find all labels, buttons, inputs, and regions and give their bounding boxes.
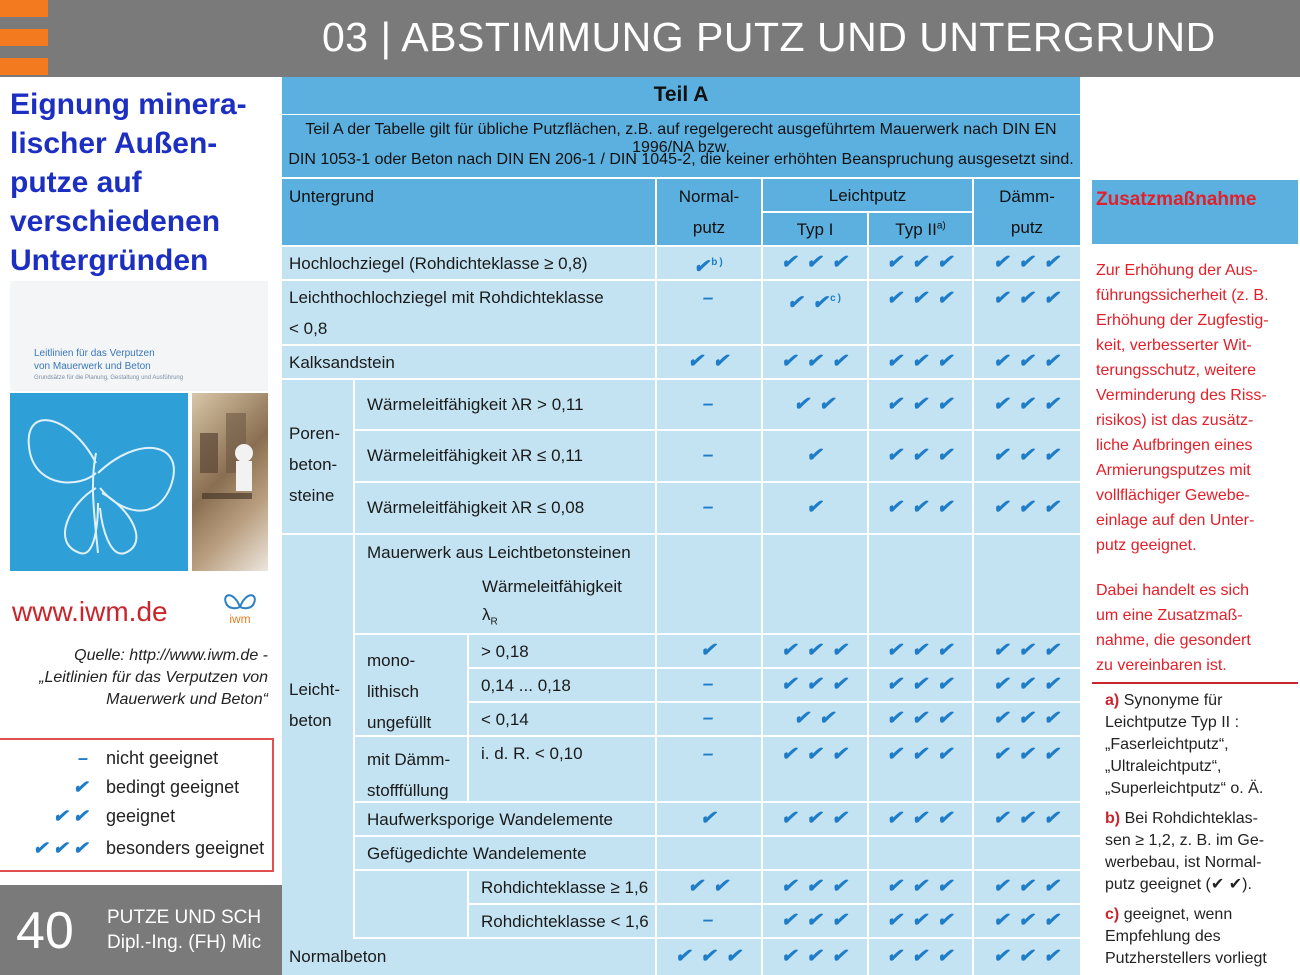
table-row-label [355, 431, 655, 481]
table-cell [763, 281, 867, 344]
footnote-line: „Faserleichtputz“, [1105, 736, 1229, 753]
table-row-label [469, 703, 655, 735]
table-cell-empty [763, 535, 867, 633]
footnote-line: Leichtputze Typ II : [1105, 714, 1240, 731]
header-untergrund-label: Untergrund [289, 187, 375, 206]
row-label-text: < 0,14 [481, 710, 529, 729]
brochure-cover-image [10, 281, 268, 641]
table-cell-empty [763, 837, 867, 869]
left-title-line: Eignung minera- [10, 88, 247, 121]
row-label-text: < 0,8 [289, 319, 328, 338]
table-cell: – [657, 737, 761, 801]
header-normal-line: Normal- [678, 187, 740, 206]
subgroup-label-line: mit Dämm- [367, 750, 451, 769]
side-text-line: vollflächiger Gewebe- [1096, 487, 1250, 504]
footnote-line: putz geeignet (✔ ✔). [1105, 876, 1252, 893]
table-cell: ✔ ✔ ✔ [657, 939, 761, 975]
svg-text:iwm: iwm [229, 612, 251, 626]
footnote-marker: c) [830, 293, 844, 304]
table-cell: ✔ ✔ ✔ [869, 431, 972, 481]
legend-text: nicht geeignet [106, 748, 219, 768]
footnote-line: sen ≥ 1,2, z. B. im Ge- [1105, 832, 1265, 849]
legend-box [0, 738, 274, 872]
footer-line-2: Dipl.-Ing. (FH) Mic [107, 932, 262, 953]
group-label-line: beton [289, 711, 332, 730]
table-cell: ✔ ✔ ✔ [974, 281, 1080, 344]
footnote-key: b) [1105, 810, 1121, 827]
table-cell: ✔ ✔ ✔ [869, 346, 972, 378]
table-cell: ✔ ✔ ✔ [763, 803, 867, 835]
subgroup-label [367, 645, 431, 738]
left-title-line: verschiedenen [10, 205, 221, 238]
table-cell: ✔ ✔ ✔ [869, 905, 972, 937]
footnote-line: „Superleichtputz“ o. Ä. [1105, 780, 1264, 797]
table-cell-empty [869, 837, 972, 869]
table-row-label [355, 803, 655, 835]
table-cell: ✔ ✔ ✔ [974, 939, 1080, 975]
table-cell: ✔ ✔ [657, 346, 761, 378]
table-cell: ✔ ✔ ✔ [763, 247, 867, 279]
table-cell: ✔ ✔ ✔ [763, 905, 867, 937]
suitability-table [282, 77, 1080, 975]
cover-title-line: von Mauerwerk und Beton [34, 361, 151, 372]
zusatzmassnahme-panel [1092, 180, 1298, 975]
table-row-label [282, 939, 655, 975]
source-line: Quelle: http://www.iwm.de - [74, 647, 268, 664]
table-cell: ✔ ✔ ✔ [869, 939, 972, 975]
cover-url: www.iwm.de [12, 596, 168, 627]
footnotes [1105, 690, 1295, 970]
footnote-line: werbebau, ist Normal- [1105, 854, 1262, 871]
legend-symbol: – [77, 748, 88, 768]
row-label-text: > 0,18 [481, 642, 529, 661]
footnote-key: c) [1105, 906, 1120, 923]
table-row-label [282, 346, 655, 378]
header-typ2 [869, 213, 972, 245]
footnote-line: Putzherstellers vorliegt [1105, 950, 1267, 967]
side-text-line: führungssicherheit (z. B. [1096, 287, 1269, 304]
row-label-text: Wärmeleitfähigkeit λR > 0,11 [367, 395, 584, 414]
legend-symbol: ✔ ✔ ✔ [32, 838, 88, 858]
table-row-label [355, 380, 655, 429]
row-label-text: Kalksandstein [289, 353, 395, 372]
table-cell: ✔ ✔ ✔ [763, 871, 867, 903]
slide-footer [0, 885, 282, 975]
table-cell: ✔ ✔ ✔ [974, 703, 1080, 735]
table-cell: – [657, 905, 761, 937]
table-cell: ✔ ✔ ✔ [869, 483, 972, 533]
footnote-line: Bei Rohdichteklas- [1124, 810, 1258, 827]
subgroup-label: Wärmeleitfähigkeit [482, 577, 622, 596]
subgroup-label: Gefügedichte Wandelemente [367, 844, 587, 863]
legend-symbol: ✔ ✔ [52, 806, 88, 826]
footnote-line: geeignet, wenn [1123, 906, 1233, 923]
iwm-logo [216, 583, 264, 631]
side-text-line: um eine Zusatzmaß- [1096, 607, 1243, 624]
cover-title [34, 347, 155, 373]
legend-symbol: ✔ [72, 777, 88, 797]
table-cell: ✔ ✔ ✔ [869, 635, 972, 667]
table-cell: – [657, 281, 761, 344]
table-row-label [355, 483, 655, 533]
subgroup-daemmstofffuellung [355, 737, 467, 801]
side-text-line: zu vereinbaren ist. [1096, 657, 1227, 674]
header-daemmputz [974, 179, 1080, 245]
teil-a-title: Teil A [653, 83, 709, 106]
table-cell: ✔ ✔ ✔ [763, 939, 867, 975]
page-number: 40 [16, 902, 74, 960]
header-typ1-label: Typ I [796, 220, 834, 239]
table-cell: – [657, 703, 761, 735]
table-cell: ✔ ✔ ✔ [974, 905, 1080, 937]
side-divider [1092, 682, 1298, 684]
row-label-text: Wärmeleitfähigkeit λR ≤ 0,08 [367, 498, 585, 517]
table-cell: ✔ ✔ ✔ [763, 669, 867, 701]
group-label-line: Leicht- [289, 680, 341, 699]
table-cell: ✔ ✔ [763, 380, 867, 429]
row-label-text: Normalbeton [289, 947, 387, 966]
subgroup-label: Mauerwerk aus Leichtbetonsteinen [367, 543, 631, 562]
footnote-marker: b) [711, 257, 725, 268]
source-line: Mauerwerk und Beton“ [106, 691, 268, 708]
legend-text: besonders geeignet [106, 838, 265, 858]
table-row-label [469, 669, 655, 701]
legend-item [0, 806, 272, 834]
left-title [10, 85, 280, 280]
footnote-line: „Ultraleichtputz“, [1105, 758, 1222, 775]
subgroup-label-line: stofffüllung [367, 781, 449, 800]
subgroup-gefuegedicht [355, 837, 655, 869]
side-text-line: terungsschutz, weitere [1096, 362, 1257, 379]
table-cell: ✔ ✔ [763, 703, 867, 735]
side-text-line: putz geeignet. [1096, 537, 1197, 554]
footnote-line: Empfehlung des [1105, 928, 1221, 945]
table-cell: ✔ ✔ ✔ [869, 703, 972, 735]
legend-text: bedingt geeignet [106, 777, 240, 797]
row-label-text: i. d. R. < 0,10 [481, 744, 583, 763]
cover-subtitle: Grundsätze für die Planung, Gestaltung und Ausführung [34, 375, 184, 381]
iwm-logo-icon [216, 583, 264, 631]
table-cell: ✔ ✔ ✔ [974, 346, 1080, 378]
table-cell: ✔ ✔ ✔ [974, 483, 1080, 533]
table-row-label [469, 635, 655, 667]
lambda-subscript: R [490, 616, 498, 628]
row-label-text: Rohdichteklasse ≥ 1,6 [481, 878, 649, 897]
side-text-line: Zur Erhöhung der Aus- [1096, 262, 1258, 279]
header-daemm-line: Dämm- [999, 187, 1055, 206]
footnote-line: Synonyme für [1123, 692, 1223, 709]
table-cell: ✔ ✔ ✔ [974, 380, 1080, 429]
subgroup-label [367, 744, 450, 806]
table-cell-empty [869, 535, 972, 633]
table-cell: – [657, 483, 761, 533]
table-row-label [469, 737, 655, 801]
group-porenbeton [282, 380, 353, 533]
table-cell: – [657, 669, 761, 701]
row-label-text: Haufwerksporige Wandelemente [367, 810, 613, 829]
subgroup-label-line: ungefüllt [367, 713, 432, 732]
accent-stripe [0, 0, 48, 17]
header-daemm-line: putz [1010, 218, 1044, 237]
table-cell: ✔ ✔ ✔ [974, 737, 1080, 801]
group-label-line: Poren- [289, 424, 341, 443]
side-text-line: einlage auf den Unter- [1096, 512, 1255, 529]
left-title-line: Untergründen [10, 244, 209, 277]
side-text-line: Dabei handelt es sich [1096, 582, 1249, 599]
table-cell: – [657, 431, 761, 481]
row-label-text: Hochlochziegel (Rohdichteklasse ≥ 0,8) [289, 254, 588, 273]
table-cell-empty [657, 535, 761, 633]
table-cell: ✔ [657, 635, 761, 667]
side-text-spacer [1096, 558, 1294, 578]
side-text-line: Erhöhung der Zugfestig- [1096, 312, 1269, 329]
header-typ1 [763, 213, 867, 245]
teil-desc-line: Teil A der Tabelle gilt für übliche Putzflächen, z.B. auf regelgerecht ausgeführtem Mauerwerk nach DIN EN 1996/NA bzw. [305, 121, 1057, 156]
source-line: „Leitlinien für das Verputzen von [39, 669, 268, 686]
table-cell-empty [657, 837, 761, 869]
table-cell: ✔ ✔ ✔ [869, 281, 972, 344]
teil-a-heading [282, 77, 1080, 114]
table-cell: ✔ ✔ ✔ [869, 247, 972, 279]
group-label [289, 418, 340, 511]
check-mark-icon: ✔ [693, 256, 712, 278]
side-text-line: risikos) ist das zusätz- [1096, 412, 1254, 429]
check-mark-icon: ✔ ✔ [786, 292, 831, 314]
table-row-label [282, 247, 655, 279]
subgroup-spacer [355, 871, 467, 937]
table-row-label [282, 281, 655, 344]
left-title-line: lischer Außen- [10, 127, 218, 160]
group-leichtbeton [282, 535, 353, 975]
group-label-line: beton- [289, 455, 338, 474]
table-cell-empty [974, 535, 1080, 633]
subgroup-mauerwerk [355, 535, 655, 633]
header-untergrund [282, 179, 655, 245]
group-label [289, 674, 340, 736]
legend-item [0, 748, 272, 776]
row-label-text: 0,14 ... 0,18 [481, 676, 571, 695]
legend-item [0, 838, 272, 866]
zusatzmassnahme-title: Zusatzmaßnahme [1096, 189, 1257, 210]
cover-butterfly-graphic [10, 393, 188, 571]
table-cell: ✔ ✔ ✔ [869, 380, 972, 429]
side-text-line: Armierungsputzes mit [1096, 462, 1251, 479]
slide-header [0, 0, 1300, 77]
footnote-a [1105, 690, 1295, 800]
footnote-key: a) [1105, 692, 1120, 709]
cover-photo [192, 393, 268, 571]
cover-title-line: Leitlinien für das Verputzen [34, 348, 155, 359]
subgroup-label-line: mono- [367, 651, 416, 670]
table-row-label [469, 871, 655, 903]
footnote-marker: a) [936, 220, 946, 232]
accent-stripe [0, 58, 48, 75]
table-cell: ✔ ✔ ✔ [869, 737, 972, 801]
side-text-line: nahme, die gesondert [1096, 632, 1251, 649]
table-cell: ✔ ✔ ✔ [974, 803, 1080, 835]
zusatzmassnahme-header [1092, 180, 1298, 244]
zusatzmassnahme-text [1096, 258, 1294, 678]
table-row-label [469, 905, 655, 937]
header-leichtputz [763, 179, 972, 211]
accent-stripe [0, 29, 48, 46]
teil-a-description [282, 115, 1080, 177]
legend-text: geeignet [106, 806, 176, 826]
legend-item [0, 777, 272, 805]
side-text-line: Verminderung des Riss- [1096, 387, 1267, 404]
table-cell: ✔ ✔ ✔ [763, 346, 867, 378]
row-label-text: Rohdichteklasse < 1,6 [481, 912, 649, 931]
left-title-line: putze auf [10, 166, 142, 199]
row-label-text: Wärmeleitfähigkeit λR ≤ 0,11 [367, 446, 583, 465]
table-cell [657, 247, 761, 279]
table-cell-empty [974, 837, 1080, 869]
footnote-c [1105, 904, 1295, 970]
subgroup-monolithisch [355, 635, 467, 735]
table-cell: – [657, 380, 761, 429]
subgroup-label-line: lithisch [367, 682, 419, 701]
group-label-line: steine [289, 486, 335, 505]
header-normal-line: putz [692, 218, 726, 237]
table-cell: ✔ ✔ ✔ [763, 737, 867, 801]
header-typ2-label: Typ II [895, 220, 937, 239]
slide-title: 03 | ABSTIMMUNG PUTZ UND UNTERGRUND [322, 14, 1216, 60]
table-cell: ✔ ✔ ✔ [869, 871, 972, 903]
table-cell: ✔ [657, 803, 761, 835]
table-cell: ✔ ✔ ✔ [974, 431, 1080, 481]
footnote-b [1105, 808, 1295, 896]
teil-desc-line: DIN 1053-1 oder Beton nach DIN EN 206-1 / DIN 1045-2, die keiner erhöhten Beanspruchung ausgesetzt sind. [288, 151, 1074, 168]
footer-line-1: PUTZE UND SCH [107, 907, 262, 928]
table-cell: ✔ ✔ [657, 871, 761, 903]
row-label-text: Leichthochlochziegel mit Rohdichteklasse [289, 288, 604, 307]
table-cell: ✔ ✔ ✔ [974, 635, 1080, 667]
source-citation [0, 645, 268, 711]
table-cell: ✔ ✔ ✔ [974, 247, 1080, 279]
table-cell: ✔ ✔ ✔ [869, 669, 972, 701]
table-cell: ✔ ✔ ✔ [869, 803, 972, 835]
butterfly-icon [10, 393, 188, 571]
building-photo-icon [192, 393, 268, 571]
header-normalputz [657, 179, 761, 245]
table-cell: ✔ [763, 483, 867, 533]
table-cell: ✔ ✔ ✔ [763, 635, 867, 667]
table-cell: ✔ ✔ ✔ [974, 871, 1080, 903]
side-text-line: liche Aufbringen eines [1096, 437, 1253, 454]
lambda-symbol: λ [482, 605, 491, 624]
header-leicht-label: Leichtputz [828, 186, 907, 205]
table-cell: ✔ [763, 431, 867, 481]
side-text-line: keit, verbesserter Wit- [1096, 337, 1252, 354]
table-cell: ✔ ✔ ✔ [974, 669, 1080, 701]
